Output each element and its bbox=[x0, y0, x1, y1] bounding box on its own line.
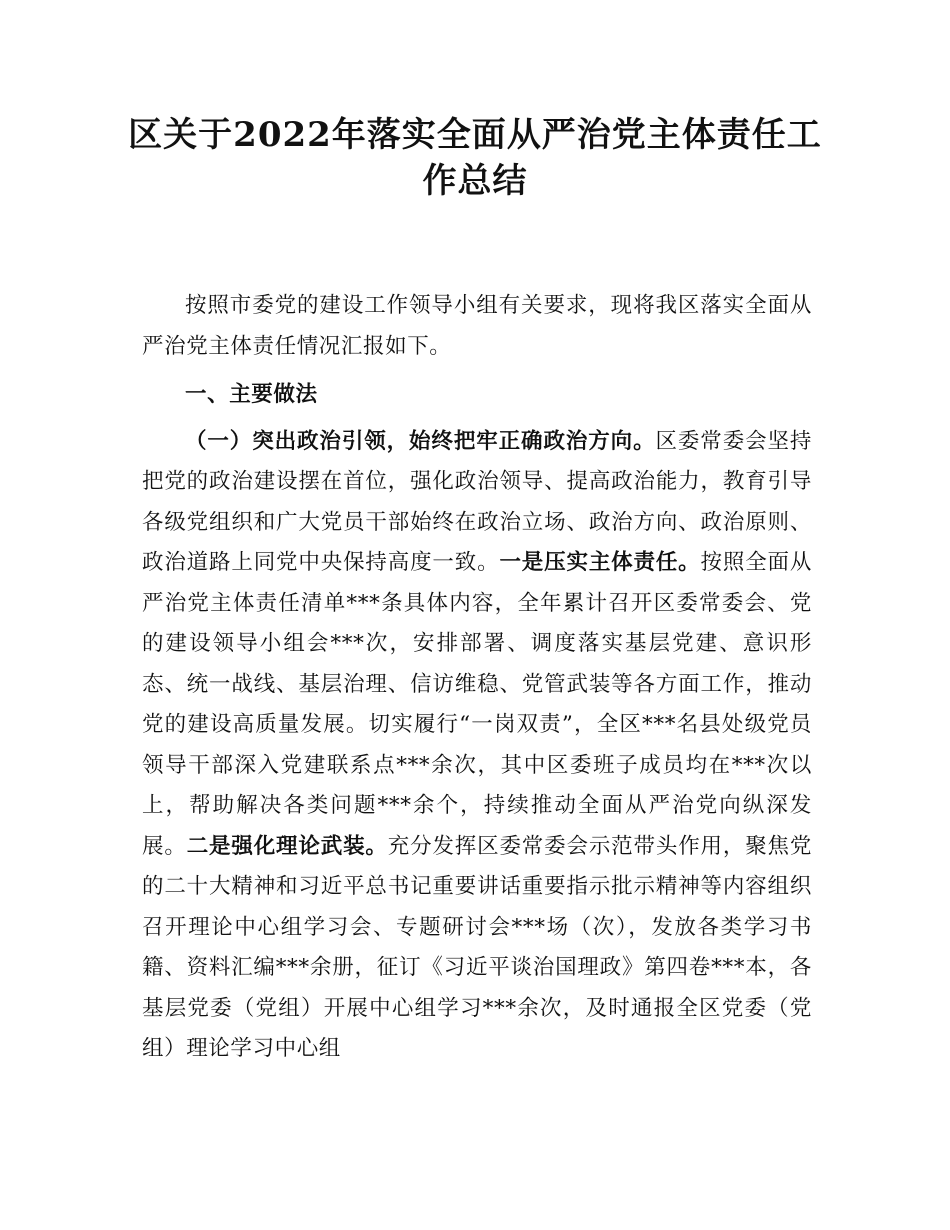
section-heading: 一、主要做法 bbox=[185, 382, 318, 407]
subsection-text: 区委常委会坚持把党的政治建设摆在首位，强化政治领导、提高政治能力，教育引导各级党组织和广大党员干部始终在政治立场、政治方向、政治原则、政治道路上同党中央保持高度一致。 bbox=[142, 428, 813, 575]
point-1-text: 按照全面从严治党主体责任清单***条具体内容，全年累计召开区委常委会、党的建设领导小组会***次，安排部署、调度落实基层党建、意识形态、统一战线、基层治理、信访维稳、党管武装等各方面工作，推动党的建设高质量发展。切实履行“一岗双责”，全区***名县处级党员领导干部深入党建联系点***余次，其中区委班子成员均在***次以上，帮助解决各类问题***余个，持续推动全面从严治党向纵深发展。 bbox=[142, 550, 812, 859]
point-2-text: 充分发挥区委常委会示范带头作用，聚焦党的二十大精神和习近平总书记重要讲话重要指示批示精神等内容组织召开理论中心组学习会、专题研讨会***场（次），发放各类学习书籍、资料汇编***余册，征订《习近平谈治国理政》第四卷***本，各基层党委（党组）开展中心组学习***余次，及时通报全区党委（党组）理论学习中心组 bbox=[142, 833, 813, 1061]
document-title: 区关于2022年落实全面从严治党主体责任工作总结 bbox=[128, 115, 822, 201]
subsection-paragraph bbox=[142, 422, 812, 1070]
intro-paragraph: 按照市委党的建设工作领导小组有关要求，现将我区落实全面从严治党主体责任情况汇报如下。 bbox=[142, 293, 812, 359]
point-2-label: 二是强化理论武装。 bbox=[186, 833, 388, 859]
document-body bbox=[142, 286, 812, 1078]
subsection-heading: （一）突出政治引领，始终把牢正确政治方向。 bbox=[185, 428, 656, 454]
point-1-label: 一是压实主体责任。 bbox=[499, 550, 701, 575]
